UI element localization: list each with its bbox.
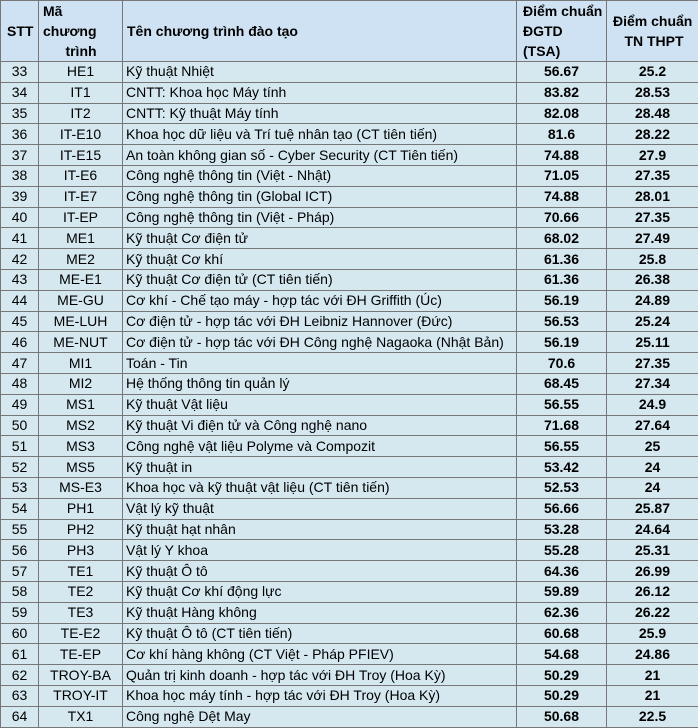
cell-tsa-score: 53.42	[517, 457, 607, 478]
cell-program-name: Kỹ thuật in	[123, 457, 517, 478]
cell-thpt-score: 25.8	[607, 249, 698, 270]
cell-stt: 52	[1, 457, 39, 478]
cell-tsa-score: 70.66	[517, 207, 607, 228]
cell-thpt-score: 24.9	[607, 394, 698, 415]
cell-tsa-score: 56.55	[517, 436, 607, 457]
cell-stt: 40	[1, 207, 39, 228]
cell-program-name: Kỹ thuật Hàng không	[123, 602, 517, 623]
table-row	[1, 644, 698, 665]
cell-stt: 51	[1, 436, 39, 457]
cell-program-name: Kỹ thuật Ô tô (CT tiên tiến)	[123, 623, 517, 644]
cell-tsa-score: 68.02	[517, 228, 607, 249]
cell-thpt-score: 26.22	[607, 602, 698, 623]
cell-stt: 39	[1, 186, 39, 207]
cell-thpt-score: 27.35	[607, 207, 698, 228]
cell-program-name: Kỹ thuật Cơ khí	[123, 249, 517, 270]
cell-stt: 55	[1, 519, 39, 540]
cell-program-name: Kỹ thuật Nhiệt	[123, 62, 517, 83]
header-stt: STT	[1, 1, 39, 62]
cell-tsa-score: 56.19	[517, 332, 607, 353]
cell-tsa-score: 56.67	[517, 62, 607, 83]
cell-stt: 46	[1, 332, 39, 353]
cell-program-code: TE-EP	[39, 644, 123, 665]
cell-program-code: TE1	[39, 561, 123, 582]
table-row	[1, 82, 698, 103]
table-row	[1, 165, 698, 186]
cell-thpt-score: 24	[607, 457, 698, 478]
header-program-code	[39, 1, 123, 62]
cell-thpt-score: 27.49	[607, 228, 698, 249]
header-program-name: Tên chương trình đào tạo	[123, 1, 517, 62]
cell-program-name: Kỹ thuật Vi điện tử và Công nghệ nano	[123, 415, 517, 436]
table-row	[1, 228, 698, 249]
cell-thpt-score: 25	[607, 436, 698, 457]
cell-tsa-score: 61.36	[517, 249, 607, 270]
cell-tsa-score: 70.6	[517, 353, 607, 374]
cell-program-name: Kỹ thuật Cơ điện tử	[123, 228, 517, 249]
cell-stt: 63	[1, 685, 39, 706]
cell-tsa-score: 56.66	[517, 498, 607, 519]
cell-thpt-score: 27.35	[607, 165, 698, 186]
cell-tsa-score: 55.28	[517, 540, 607, 561]
cell-tsa-score: 64.36	[517, 561, 607, 582]
cell-program-code: MS3	[39, 436, 123, 457]
cell-thpt-score: 27.34	[607, 373, 698, 394]
cell-thpt-score: 24.64	[607, 519, 698, 540]
table-row	[1, 290, 698, 311]
cell-tsa-score: 74.88	[517, 186, 607, 207]
cell-thpt-score: 26.38	[607, 269, 698, 290]
cell-stt: 64	[1, 706, 39, 727]
cell-tsa-score: 71.05	[517, 165, 607, 186]
table-row	[1, 62, 698, 83]
cell-stt: 36	[1, 124, 39, 145]
cell-tsa-score: 83.82	[517, 82, 607, 103]
table-row	[1, 477, 698, 498]
cell-tsa-score: 59.89	[517, 581, 607, 602]
cell-program-code: ME-NUT	[39, 332, 123, 353]
cell-tsa-score: 56.19	[517, 290, 607, 311]
table-row	[1, 436, 698, 457]
table-row	[1, 103, 698, 124]
cell-stt: 56	[1, 540, 39, 561]
cell-program-name: Kỹ thuật Cơ khí động lực	[123, 581, 517, 602]
cell-stt: 53	[1, 477, 39, 498]
cell-program-name: Quản trị kinh doanh - hợp tác với ĐH Troy (Hoa Kỳ)	[123, 665, 517, 686]
cell-program-name: Công nghệ thông tin (Việt - Nhật)	[123, 165, 517, 186]
cell-stt: 47	[1, 353, 39, 374]
table-row	[1, 145, 698, 166]
cell-stt: 34	[1, 82, 39, 103]
cell-stt: 54	[1, 498, 39, 519]
cell-thpt-score: 24	[607, 477, 698, 498]
cell-tsa-score: 71.68	[517, 415, 607, 436]
cell-stt: 41	[1, 228, 39, 249]
cell-thpt-score: 21	[607, 685, 698, 706]
cell-tsa-score: 81.6	[517, 124, 607, 145]
header-tsa-line1: Điểm chuẩn	[523, 1, 603, 21]
table-row	[1, 561, 698, 582]
cell-thpt-score: 24.86	[607, 644, 698, 665]
cell-program-code: MS-E3	[39, 477, 123, 498]
cell-tsa-score: 62.36	[517, 602, 607, 623]
cell-program-code: IT-E6	[39, 165, 123, 186]
cell-tsa-score: 50.68	[517, 706, 607, 727]
cell-program-code: TROY-IT	[39, 685, 123, 706]
cell-program-code: IT1	[39, 82, 123, 103]
cell-stt: 43	[1, 269, 39, 290]
cell-thpt-score: 28.48	[607, 103, 698, 124]
cell-tsa-score: 74.88	[517, 145, 607, 166]
cell-program-name: An toàn không gian số - Cyber Security (CT Tiên tiến)	[123, 145, 517, 166]
header-thpt-score	[607, 1, 698, 62]
cell-program-code: TE3	[39, 602, 123, 623]
header-thpt-line2: TN THPT	[613, 31, 695, 51]
cell-thpt-score: 25.31	[607, 540, 698, 561]
cell-program-code: IT-E7	[39, 186, 123, 207]
cell-thpt-score: 25.9	[607, 623, 698, 644]
table-row	[1, 373, 698, 394]
cell-stt: 48	[1, 373, 39, 394]
cell-thpt-score: 25.24	[607, 311, 698, 332]
cell-program-name: Vật lý kỹ thuật	[123, 498, 517, 519]
table-row	[1, 415, 698, 436]
cell-program-name: Toán - Tin	[123, 353, 517, 374]
cell-program-code: ME2	[39, 249, 123, 270]
cell-tsa-score: 52.53	[517, 477, 607, 498]
cell-tsa-score: 56.53	[517, 311, 607, 332]
table-row	[1, 519, 698, 540]
cell-thpt-score: 26.12	[607, 581, 698, 602]
table-row	[1, 186, 698, 207]
cell-stt: 57	[1, 561, 39, 582]
table-row	[1, 394, 698, 415]
cell-program-code: ME1	[39, 228, 123, 249]
table-row	[1, 498, 698, 519]
cell-tsa-score: 50.29	[517, 665, 607, 686]
cell-program-name: Cơ khí hàng không (CT Việt - Pháp PFIEV)	[123, 644, 517, 665]
cell-stt: 44	[1, 290, 39, 311]
cell-program-name: Khoa học máy tính - hợp tác với ĐH Troy (Hoa Kỳ)	[123, 685, 517, 706]
cell-stt: 58	[1, 581, 39, 602]
cell-stt: 59	[1, 602, 39, 623]
table-row	[1, 602, 698, 623]
cell-program-code: TE-E2	[39, 623, 123, 644]
cell-thpt-score: 25.87	[607, 498, 698, 519]
cell-tsa-score: 61.36	[517, 269, 607, 290]
cell-program-code: TX1	[39, 706, 123, 727]
cell-program-name: CNTT: Kỹ thuật Máy tính	[123, 103, 517, 124]
cell-program-name: Công nghệ thông tin (Global ICT)	[123, 186, 517, 207]
cell-tsa-score: 68.45	[517, 373, 607, 394]
cell-program-name: Khoa học dữ liệu và Trí tuệ nhân tạo (CT tiên tiến)	[123, 124, 517, 145]
cell-stt: 33	[1, 62, 39, 83]
cell-program-code: PH3	[39, 540, 123, 561]
table-row	[1, 353, 698, 374]
cell-thpt-score: 22.5	[607, 706, 698, 727]
cell-program-code: MS1	[39, 394, 123, 415]
cell-thpt-score: 27.64	[607, 415, 698, 436]
cell-stt: 61	[1, 644, 39, 665]
cell-tsa-score: 54.68	[517, 644, 607, 665]
cell-thpt-score: 21	[607, 665, 698, 686]
cell-thpt-score: 27.35	[607, 353, 698, 374]
cell-thpt-score: 25.11	[607, 332, 698, 353]
cell-program-code: IT-E15	[39, 145, 123, 166]
cell-program-code: ME-LUH	[39, 311, 123, 332]
table-row	[1, 623, 698, 644]
cell-program-name: Kỹ thuật Cơ điện tử (CT tiên tiến)	[123, 269, 517, 290]
cell-program-code: ME-E1	[39, 269, 123, 290]
cell-program-code: IT-EP	[39, 207, 123, 228]
cell-tsa-score: 50.29	[517, 685, 607, 706]
cell-stt: 37	[1, 145, 39, 166]
header-row	[1, 1, 698, 62]
cell-program-name: Hệ thống thông tin quản lý	[123, 373, 517, 394]
cell-thpt-score: 28.22	[607, 124, 698, 145]
cell-stt: 50	[1, 415, 39, 436]
cell-stt: 42	[1, 249, 39, 270]
cell-program-name: Cơ điện tử - hợp tác với ĐH Công nghệ Nagaoka (Nhật Bản)	[123, 332, 517, 353]
cell-program-name: Cơ điện tử - hợp tác với ĐH Leibniz Hannover (Đức)	[123, 311, 517, 332]
table-row	[1, 124, 698, 145]
cell-program-code: IT2	[39, 103, 123, 124]
table-row	[1, 706, 698, 727]
cell-tsa-score: 53.28	[517, 519, 607, 540]
table-row	[1, 685, 698, 706]
cell-stt: 35	[1, 103, 39, 124]
header-tsa-score	[517, 1, 607, 62]
table-row	[1, 581, 698, 602]
header-program-code-line1: Mã chương	[43, 1, 119, 41]
cell-program-code: TE2	[39, 581, 123, 602]
cell-program-name: Công nghệ Dệt May	[123, 706, 517, 727]
cell-program-name: Khoa học và kỹ thuật vật liệu (CT tiên tiến)	[123, 477, 517, 498]
cell-stt: 45	[1, 311, 39, 332]
cell-program-code: MS2	[39, 415, 123, 436]
cell-program-code: MI1	[39, 353, 123, 374]
table-row	[1, 207, 698, 228]
cell-thpt-score: 25.2	[607, 62, 698, 83]
cell-stt: 38	[1, 165, 39, 186]
cell-stt: 60	[1, 623, 39, 644]
table-row	[1, 269, 698, 290]
table-row	[1, 665, 698, 686]
cell-program-name: Cơ khí - Chế tạo máy - hợp tác với ĐH Griffith (Úc)	[123, 290, 517, 311]
table-row	[1, 249, 698, 270]
cell-program-name: Kỹ thuật Ô tô	[123, 561, 517, 582]
cell-thpt-score: 27.9	[607, 145, 698, 166]
cell-tsa-score: 56.55	[517, 394, 607, 415]
cell-program-name: Công nghệ thông tin (Việt - Pháp)	[123, 207, 517, 228]
table-row	[1, 457, 698, 478]
cell-program-name: CNTT: Khoa học Máy tính	[123, 82, 517, 103]
table-row	[1, 540, 698, 561]
cell-program-code: MI2	[39, 373, 123, 394]
cell-program-code: HE1	[39, 62, 123, 83]
cell-program-code: MS5	[39, 457, 123, 478]
cell-program-code: PH1	[39, 498, 123, 519]
table-row	[1, 311, 698, 332]
cell-program-code: PH2	[39, 519, 123, 540]
cell-stt: 49	[1, 394, 39, 415]
table-row	[1, 332, 698, 353]
cell-stt: 62	[1, 665, 39, 686]
cell-thpt-score: 24.89	[607, 290, 698, 311]
cell-program-name: Kỹ thuật hạt nhân	[123, 519, 517, 540]
cell-program-name: Công nghệ vật liệu Polyme và Compozit	[123, 436, 517, 457]
cell-program-code: ME-GU	[39, 290, 123, 311]
cell-thpt-score: 28.53	[607, 82, 698, 103]
header-program-code-line2: trình	[43, 41, 119, 61]
cell-tsa-score: 60.68	[517, 623, 607, 644]
cell-program-code: TROY-BA	[39, 665, 123, 686]
cell-thpt-score: 26.99	[607, 561, 698, 582]
cell-program-name: Kỹ thuật Vật liệu	[123, 394, 517, 415]
cell-program-code: IT-E10	[39, 124, 123, 145]
header-thpt-line1: Điểm chuẩn	[613, 11, 695, 31]
cell-thpt-score: 28.01	[607, 186, 698, 207]
cell-program-name: Vật lý Y khoa	[123, 540, 517, 561]
header-tsa-line2: ĐGTD (TSA)	[523, 21, 603, 61]
cell-tsa-score: 82.08	[517, 103, 607, 124]
